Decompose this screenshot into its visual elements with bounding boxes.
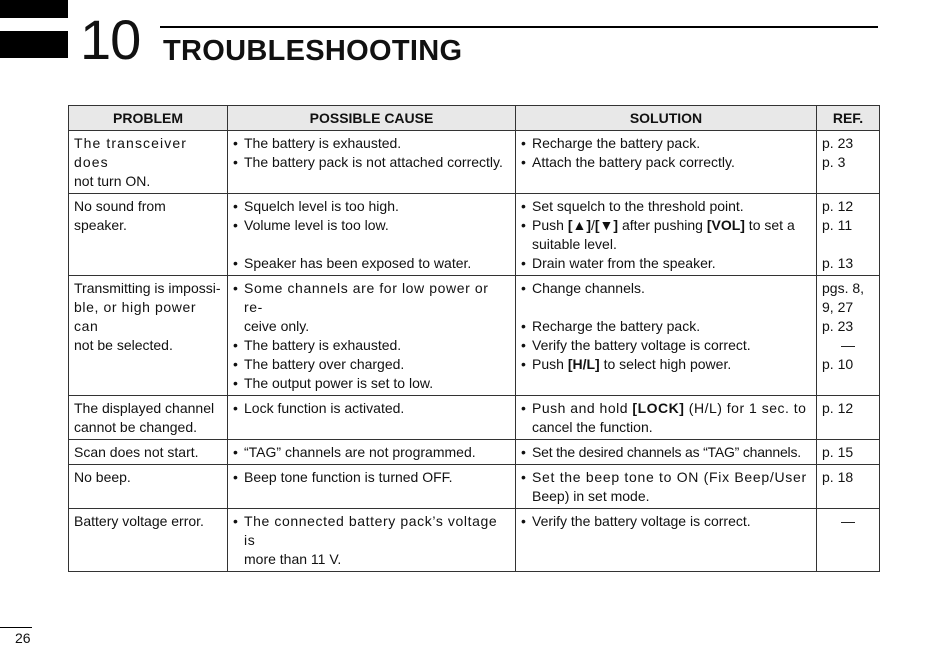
cause-item: • Lock function is activated.: [233, 399, 510, 418]
header-solution: SOLUTION: [516, 106, 817, 131]
cause-item: • The battery over charged.: [233, 355, 510, 374]
cause-item: • Speaker has been exposed to water.: [233, 254, 510, 273]
solution-continuation: Beep) in set mode.: [532, 488, 650, 504]
table-row: [69, 465, 880, 509]
problem-line: Transmitting is impossi-: [74, 280, 221, 296]
cause-cell: [228, 276, 516, 396]
ref-item: p. 23: [822, 135, 854, 151]
ref-cell: [817, 509, 880, 572]
problem-line: ble, or high power can: [74, 299, 197, 334]
table-row: [69, 131, 880, 194]
cause-item: • The output power is set to low.: [233, 374, 510, 393]
header-problem: PROBLEM: [69, 106, 228, 131]
cause-cell: [228, 465, 516, 509]
solution-item: • Set squelch to the threshold point.: [521, 197, 811, 216]
ref-item: p. 13: [822, 255, 854, 271]
solution-continuation: cancel the function.: [532, 419, 653, 435]
ref-item: p. 10: [822, 356, 854, 372]
cause-item: • Squelch level is too high.: [233, 197, 510, 216]
problem-cell: [69, 276, 228, 396]
ref-item: —: [841, 513, 855, 529]
cause-cell: [228, 440, 516, 465]
ref-item: p. 23: [822, 318, 854, 334]
table-header-row: [69, 106, 880, 131]
solution-cell: [516, 509, 817, 572]
solution-item: • Drain water from the speaker.: [521, 254, 811, 273]
ref-cell: [817, 440, 880, 465]
ref-cell: [817, 194, 880, 276]
solution-cell: [516, 440, 817, 465]
cause-item: • The battery is exhausted.: [233, 134, 510, 153]
solution-item: • Attach the battery pack correctly.: [521, 153, 811, 172]
solution-item: • Push [▲]/[▼] after pushing [VOL] to set a: [521, 216, 811, 235]
solution-item: • Change channels.: [521, 279, 811, 298]
solution-spacer: [521, 298, 811, 317]
problem-cell: [69, 194, 228, 276]
solution-item: • Verify the battery voltage is correct.: [521, 336, 811, 355]
problem-line: No beep.: [74, 469, 131, 485]
problem-cell: [69, 131, 228, 194]
table-row: [69, 276, 880, 396]
problem-line: not be selected.: [74, 337, 173, 353]
ref-item: p. 18: [822, 469, 854, 485]
ref-item: p. 15: [822, 444, 854, 460]
solution-item: • Verify the battery voltage is correct.: [521, 512, 811, 531]
chapter-tab-bar-bottom: [0, 31, 68, 58]
ref-cell: [817, 396, 880, 440]
troubleshooting-table: [68, 105, 880, 572]
problem-cell: [69, 396, 228, 440]
cause-cell: [228, 396, 516, 440]
ref-cell: [817, 276, 880, 396]
solution-item: • Recharge the battery pack.: [521, 317, 811, 336]
table-row: [69, 396, 880, 440]
chapter-tab-bar-top: [0, 0, 68, 18]
solution-item: • Push [H/L] to select high power.: [521, 355, 811, 374]
solution-cell: [516, 194, 817, 276]
problem-line: No sound from speaker.: [74, 198, 166, 233]
problem-line: not turn ON.: [74, 173, 151, 189]
table-row: [69, 509, 880, 572]
problem-cell: [69, 440, 228, 465]
problem-line: cannot be changed.: [74, 419, 197, 435]
page-number: 26: [15, 630, 31, 646]
ref-item: p. 12: [822, 198, 854, 214]
ref-item: p. 12: [822, 400, 854, 416]
ref-item: —: [841, 337, 855, 353]
cause-item: • Beep tone function is turned OFF.: [233, 468, 510, 487]
ref-item: pgs. 8,: [822, 280, 865, 296]
problem-cell: [69, 509, 228, 572]
solution-item: • Push and hold [LOCK] (H/L) for 1 sec. to: [521, 399, 811, 418]
page-number-rule: [0, 627, 32, 628]
cause-item: • Some channels are for low power or re-: [233, 279, 510, 317]
problem-cell: [69, 465, 228, 509]
cause-item: • Volume level is too low.: [233, 216, 510, 235]
header-rule: [160, 26, 878, 28]
cause-item: • “TAG” channels are not programmed.: [233, 443, 510, 462]
cause-continuation: more than 11 V.: [244, 551, 342, 567]
table-row: [69, 194, 880, 276]
solution-cell: [516, 465, 817, 509]
ref-item: p. 3: [822, 154, 846, 170]
solution-item: • Recharge the battery pack.: [521, 134, 811, 153]
cause-item: • The connected battery pack’s voltage is: [233, 512, 510, 550]
cause-cell: [228, 509, 516, 572]
header-ref: REF.: [817, 106, 880, 131]
cause-spacer: [233, 235, 510, 254]
cause-cell: [228, 131, 516, 194]
ref-item: p. 11: [822, 217, 853, 233]
solution-continuation: suitable level.: [532, 236, 617, 252]
cause-item: • The battery pack is not attached correctly.: [233, 153, 510, 172]
chapter-number: 10: [80, 8, 141, 71]
cause-cell: [228, 194, 516, 276]
solution-item: • Set the desired channels as “TAG” channels.: [521, 443, 811, 462]
ref-cell: [817, 131, 880, 194]
solution-item: • Set the beep tone to ON (Fix Beep/User: [521, 468, 811, 487]
header-possible-cause: POSSIBLE CAUSE: [228, 106, 516, 131]
ref-spacer: [822, 235, 874, 254]
cause-item: • The battery is exhausted.: [233, 336, 510, 355]
table-row: [69, 440, 880, 465]
chapter-title: TROUBLESHOOTING: [163, 35, 463, 67]
ref-item: 9, 27: [822, 299, 854, 315]
solution-cell: [516, 276, 817, 396]
problem-line: The transceiver does: [74, 135, 187, 170]
problem-line: Battery voltage error.: [74, 513, 204, 529]
problem-line: The displayed channel: [74, 400, 215, 416]
solution-cell: [516, 131, 817, 194]
problem-line: Scan does not start.: [74, 444, 199, 460]
ref-cell: [817, 465, 880, 509]
cause-continuation: ceive only.: [244, 318, 310, 334]
solution-cell: [516, 396, 817, 440]
